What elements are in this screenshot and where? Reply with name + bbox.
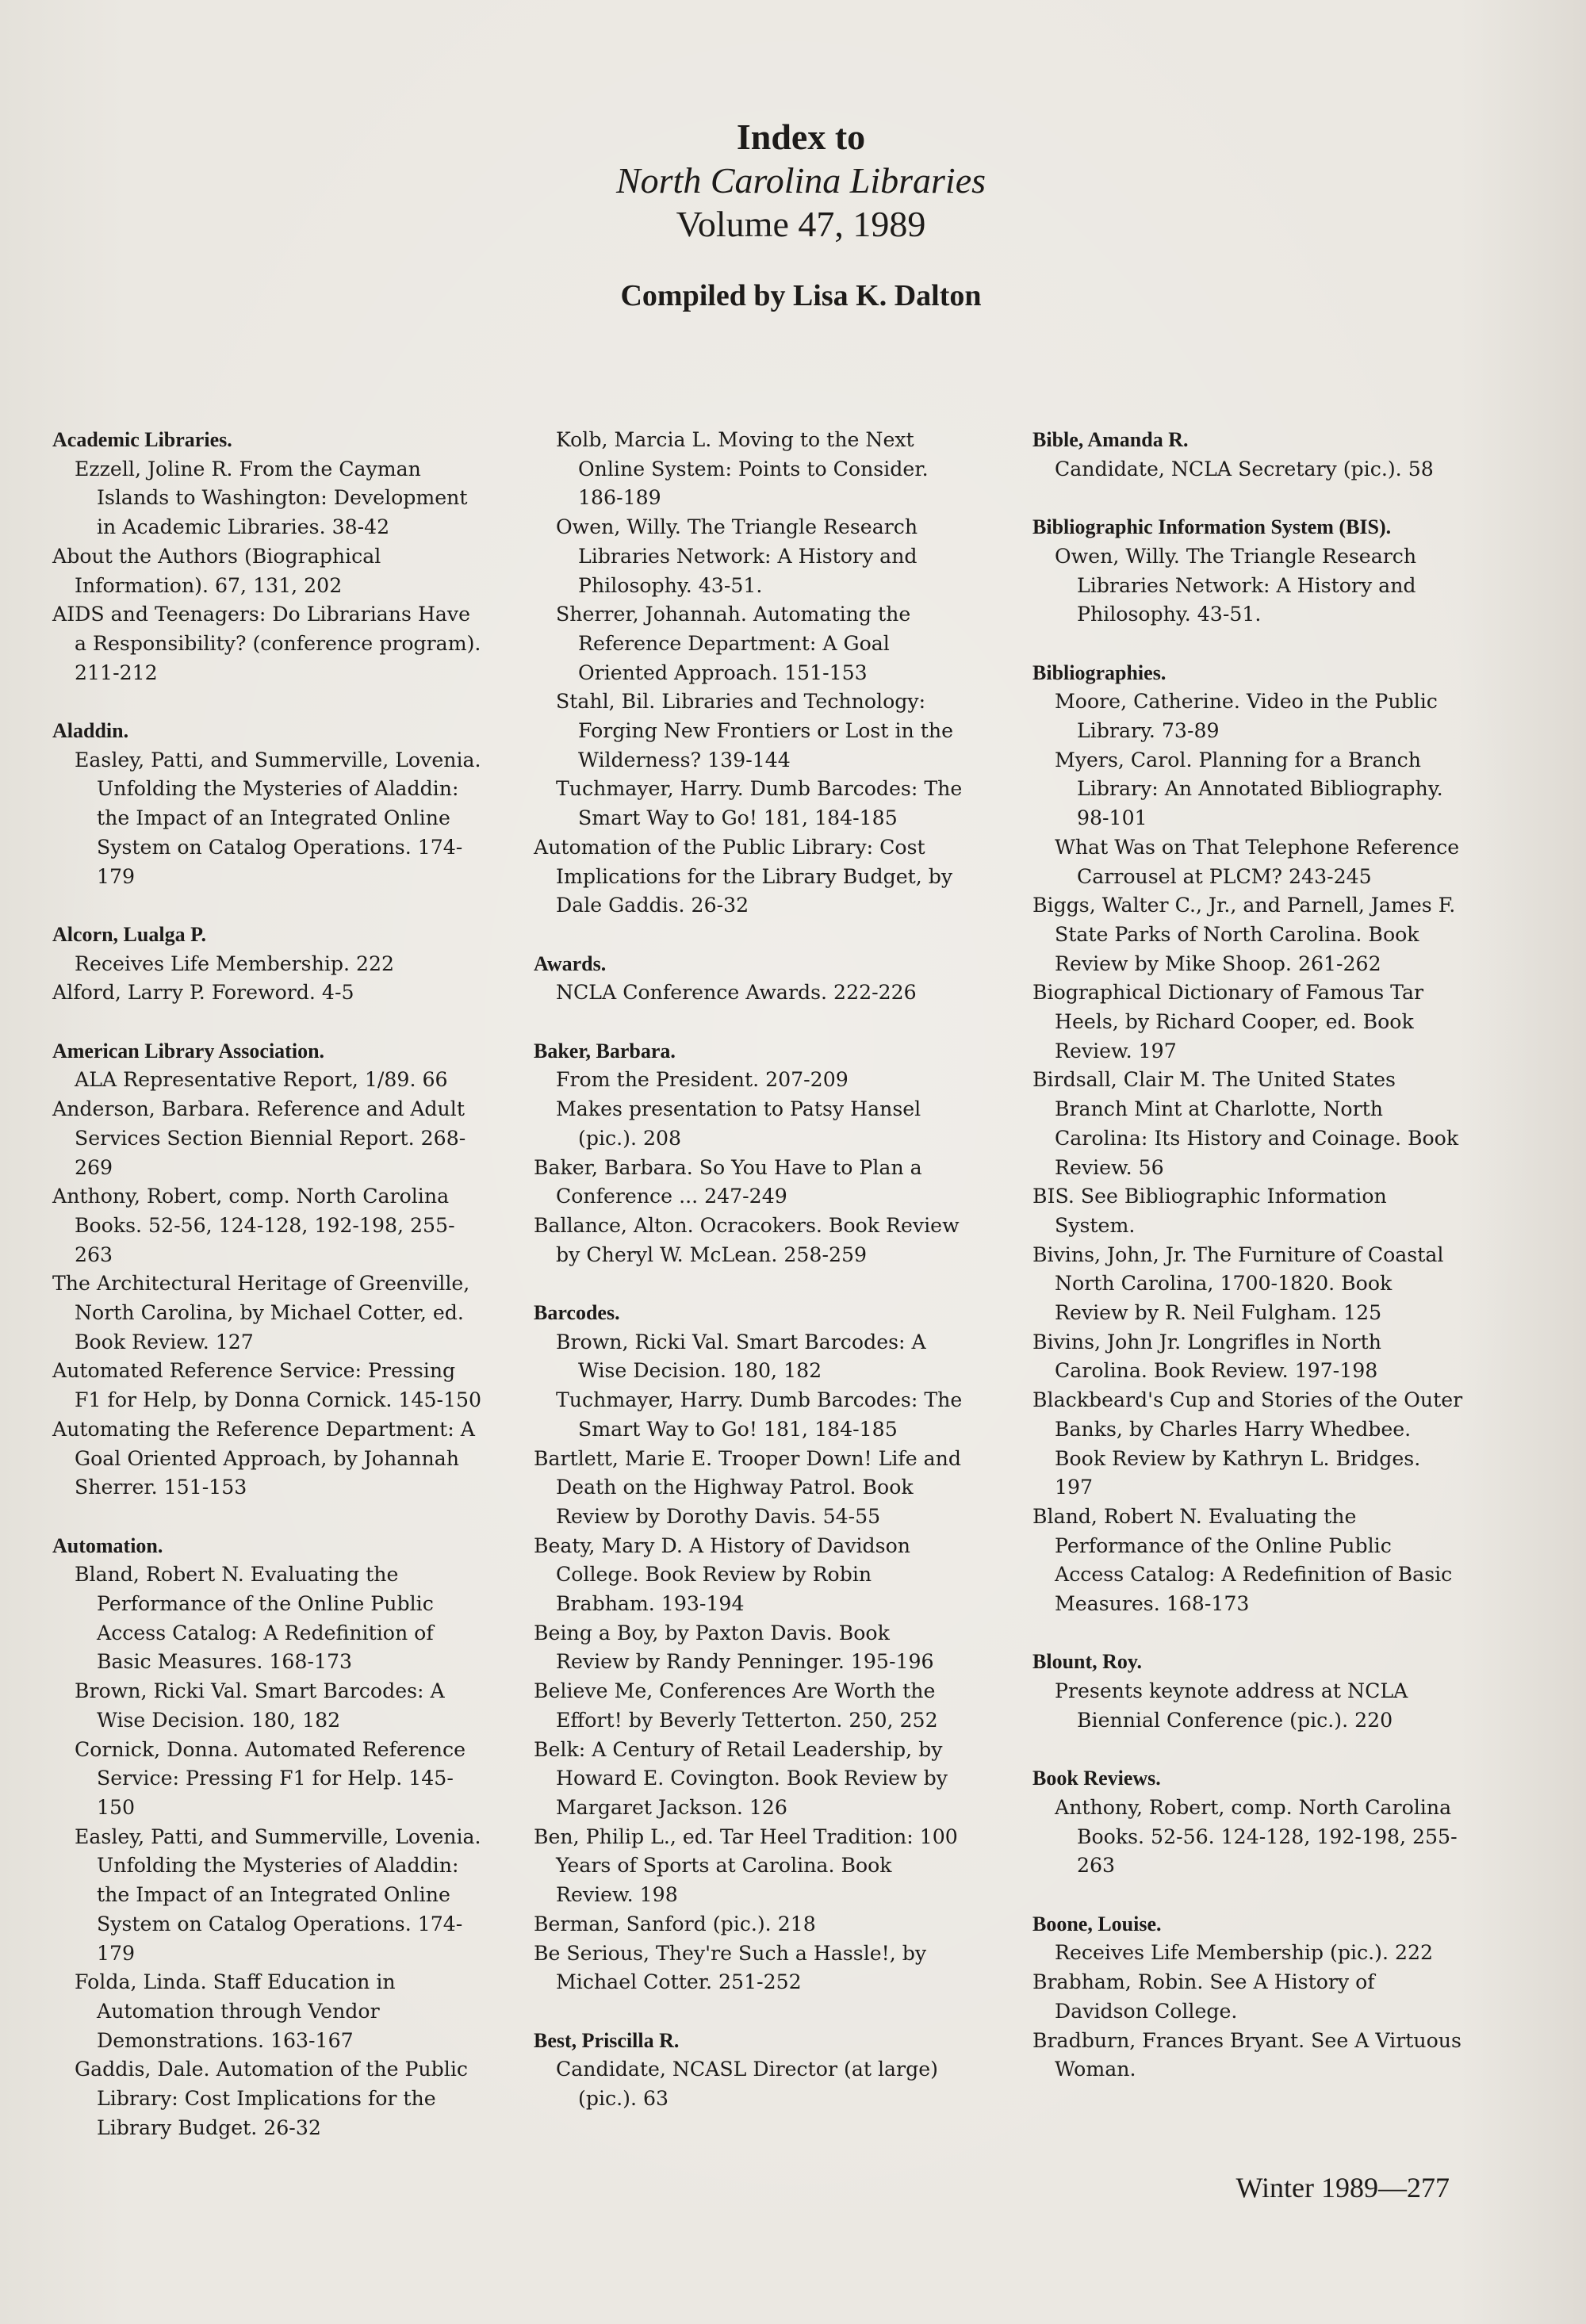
index-subentry: Ezzell, Joline R. From the Cayman Islands to Washington: Development in Academic Libraries. 38-42	[75, 457, 468, 539]
index-entry: Automated Reference Service: Pressing F1 for Help, by Donna Cornick. 145-150	[52, 1359, 482, 1412]
page-header	[476, 115, 1126, 314]
index-heading: Automation.	[52, 1533, 163, 1557]
entry-gap	[52, 1503, 485, 1532]
index-subentry: Receives Life Membership (pic.). 222	[1055, 1941, 1434, 1965]
index-entry: Bartlett, Marie E. Trooper Down! Life and Death on the Highway Patrol. Book Review by Dorothy Davis. 54-55	[534, 1446, 962, 1528]
index-entry: Biographical Dictionary of Famous Tar Heels, by Richard Cooper, ed. Book Review. 197	[1032, 981, 1424, 1062]
index-entry: AIDS and Teenagers: Do Librarians Have a Responsibility? (conference program). 211-212	[52, 603, 481, 684]
index-heading: American Library Association.	[52, 1039, 325, 1062]
index-entry: Birdsall, Clair M. The United States Branch Mint at Charlotte, North Carolina: Its History and Coinage. Book Review. 56	[1032, 1068, 1459, 1179]
index-entry: Anderson, Barbara. Reference and Adult Services Section Biennial Report. 268-269	[52, 1097, 466, 1179]
index-subentry: Tuchmayer, Harry. Dumb Barcodes: The Smart Way to Go! 181, 184-185	[556, 777, 963, 830]
entry-gap	[52, 687, 485, 717]
index-entry: Automation of the Public Library: Cost Implications for the Library Budget, by Dale Gaddis. 26-32	[534, 835, 953, 917]
entry-gap	[534, 1269, 966, 1299]
index-entry: Blackbeard's Cup and Stories of the Outer Banks, by Charles Harry Whedbee. Book Review by Kathryn L. Bridges. 197	[1032, 1388, 1463, 1499]
index-heading: Alcorn, Lualga P.	[52, 922, 207, 946]
index-column-3	[1032, 426, 1465, 2085]
index-entry: Baker, Barbara. So You Have to Plan a Conference ... 247-249	[534, 1155, 922, 1208]
index-entry: Being a Boy, by Paxton Davis. Book Review by Randy Penninger. 195-196	[534, 1621, 934, 1674]
index-column-1	[52, 426, 485, 2142]
index-heading: Best, Priscilla R.	[534, 2028, 680, 2052]
index-entry: Belk: A Century of Retail Leadership, by Howard E. Covington. Book Review by Margaret Jackson. 126	[534, 1737, 948, 1819]
index-subentry: Makes presentation to Patsy Hansel (pic.). 208	[556, 1097, 921, 1150]
index-entry: Alford, Larry P. Foreword. 4-5	[52, 981, 354, 1005]
index-subentry: NCLA Conference Awards. 222-226	[556, 981, 917, 1005]
index-heading: Boone, Louise.	[1032, 1912, 1162, 1935]
entry-gap	[534, 1008, 966, 1037]
index-subentry: Tuchmayer, Harry. Dumb Barcodes: The Smart Way to Go! 181, 184-185	[556, 1388, 963, 1441]
index-entry: Automating the Reference Department: A Goal Oriented Approach, by Johannah Sherrer. 151-153	[52, 1417, 475, 1499]
index-entry: Beaty, Mary D. A History of Davidson College. Book Review by Robin Brabham. 193-194	[534, 1533, 910, 1616]
index-heading: Book Reviews.	[1032, 1767, 1161, 1790]
index-heading: Barcodes.	[534, 1301, 620, 1325]
index-subentry: Cornick, Donna. Automated Reference Service: Pressing F1 for Help. 145-150	[75, 1737, 466, 1819]
index-heading: Baker, Barbara.	[534, 1039, 676, 1062]
page-footer: Winter 1989—277	[1235, 2172, 1450, 2203]
index-heading: Blount, Roy.	[1032, 1650, 1142, 1674]
index-heading: Bibliographic Information System (BIS).	[1032, 515, 1392, 539]
index-entry: Be Serious, They're Such a Hassle!, by Michael Cotter. 251-252	[534, 1941, 927, 1994]
entry-gap	[1032, 1881, 1465, 1910]
index-subentry: Presents keynote address at NCLA Biennial Conference (pic.). 220	[1055, 1679, 1408, 1732]
index-subentry: Kolb, Marcia L. Moving to the Next Online System: Points to Consider. 186-189	[556, 428, 929, 510]
index-subentry: From the President. 207-209	[556, 1068, 849, 1092]
journal-title: North Carolina Libraries	[615, 160, 986, 201]
index-entry: Berman, Sanford (pic.). 218	[534, 1912, 816, 1935]
index-heading: Academic Libraries.	[52, 428, 232, 451]
entry-gap	[1032, 1619, 1465, 1648]
index-subentry: Candidate, NCASL Director (at large) (pic.). 63	[556, 2058, 938, 2111]
index-entry: About the Authors (Biographical Information). 67, 131, 202	[52, 544, 381, 597]
index-subentry: Anthony, Robert, comp. North Carolina Books. 52-56. 124-128, 192-198, 255-263	[1055, 1795, 1458, 1878]
index-entry: Bland, Robert N. Evaluating the Performance of the Online Public Access Catalog: A Redefinition of Basic Measures. 168-173	[1032, 1504, 1453, 1616]
title-line-1: Index to	[736, 117, 866, 157]
index-entry: Believe Me, Conferences Are Worth the Effort! by Beverly Tetterton. 250, 252	[534, 1679, 938, 1732]
entry-gap	[534, 1997, 966, 2027]
index-column-2	[534, 426, 966, 2114]
index-subentry: Stahl, Bil. Libraries and Technology: Forging New Frontiers or Lost in the Wilderness? 139-144	[556, 690, 953, 771]
index-subentry: Brown, Ricki Val. Smart Barcodes: A Wise Decision. 180, 182	[75, 1679, 445, 1732]
index-entry: BIS. See Bibliographic Information System.	[1032, 1185, 1387, 1237]
index-subentry: Gaddis, Dale. Automation of the Public Library: Cost Implications for the Library Budget. 26-32	[75, 2058, 468, 2139]
index-heading: Awards.	[534, 951, 607, 975]
index-entry: The Architectural Heritage of Greenville, North Carolina, by Michael Cotter, ed. Book Review. 127	[52, 1272, 470, 1353]
index-subentry: What Was on That Telephone Reference Carrousel at PLCM? 243-245	[1055, 835, 1460, 888]
index-subentry: Sherrer, Johannah. Automating the Reference Department: A Goal Oriented Approach. 151-153	[556, 603, 911, 684]
index-subentry: ALA Representative Report, 1/89. 66	[75, 1068, 448, 1092]
entry-gap	[1032, 630, 1465, 659]
index-subentry: Easley, Patti, and Summerville, Lovenia. Unfolding the Mysteries of Aladdin: the Impact of an Integrated Online System on Catalog Operations. 174-179	[75, 1824, 481, 1965]
index-entry: Anthony, Robert, comp. North Carolina Books. 52-56, 124-128, 192-198, 255-263	[52, 1185, 455, 1266]
index-entry: Ben, Philip L., ed. Tar Heel Tradition: 100 Years of Sports at Carolina. Book Review. 198	[534, 1824, 958, 1907]
entry-gap	[1032, 1736, 1465, 1765]
index-subentry: Owen, Willy. The Triangle Research Libraries Network: A History and Philosophy. 43-51.	[556, 515, 918, 597]
index-subentry: Candidate, NCLA Secretary (pic.). 58	[1055, 457, 1434, 480]
index-subentry: Brown, Ricki Val. Smart Barcodes: A Wise Decision. 180, 182	[556, 1330, 926, 1383]
entry-gap	[1032, 484, 1465, 513]
index-entry: Bradburn, Frances Bryant. See A Virtuous Woman.	[1032, 2028, 1461, 2081]
index-subentry: Owen, Willy. The Triangle Research Libraries Network: A History and Philosophy. 43-51.	[1055, 544, 1417, 626]
index-entry: Bivins, John Jr. Longrifles in North Carolina. Book Review. 197-198	[1032, 1330, 1381, 1383]
compiler-line: Compiled by Lisa K. Dalton	[620, 278, 982, 312]
index-heading: Bibliographies.	[1032, 660, 1167, 684]
entry-gap	[52, 1008, 485, 1037]
index-subentry: Moore, Catherine. Video in the Public Library. 73-89	[1055, 690, 1438, 742]
index-entry: Bivins, John, Jr. The Furniture of Coastal North Carolina, 1700-1820. Book Review by R. Neil Fulgham. 125	[1032, 1242, 1444, 1325]
index-subentry: Folda, Linda. Staff Education in Automation through Vendor Demonstrations. 163-167	[75, 1970, 396, 2052]
index-subentry: Bland, Robert N. Evaluating the Performance of the Online Public Access Catalog: A Redefinition of Basic Measures. 168-173	[75, 1563, 434, 1674]
entry-gap	[52, 891, 485, 921]
index-entry: Biggs, Walter C., Jr., and Parnell, James F. State Parks of North Carolina. Book Review by Mike Shoop. 261-262	[1032, 894, 1456, 975]
index-entry: Ballance, Alton. Ocracokers. Book Review by Cheryl W. McLean. 258-259	[534, 1213, 960, 1266]
index-heading: Aladdin.	[52, 719, 129, 743]
index-heading: Bible, Amanda R.	[1032, 428, 1189, 451]
entry-gap	[534, 921, 966, 950]
index-subentry: Receives Life Membership. 222	[75, 951, 395, 975]
index-subentry: Easley, Patti, and Summerville, Lovenia. Unfolding the Mysteries of Aladdin: the Impact of an Integrated Online System on Catalog Operations. 174-179	[75, 748, 481, 888]
index-subentry: Myers, Carol. Planning for a Branch Library: An Annotated Bibliography. 98-101	[1055, 748, 1443, 830]
index-entry: Brabham, Robin. See A History of Davidson College.	[1032, 1970, 1375, 2023]
volume-line: Volume 47, 1989	[676, 204, 926, 245]
